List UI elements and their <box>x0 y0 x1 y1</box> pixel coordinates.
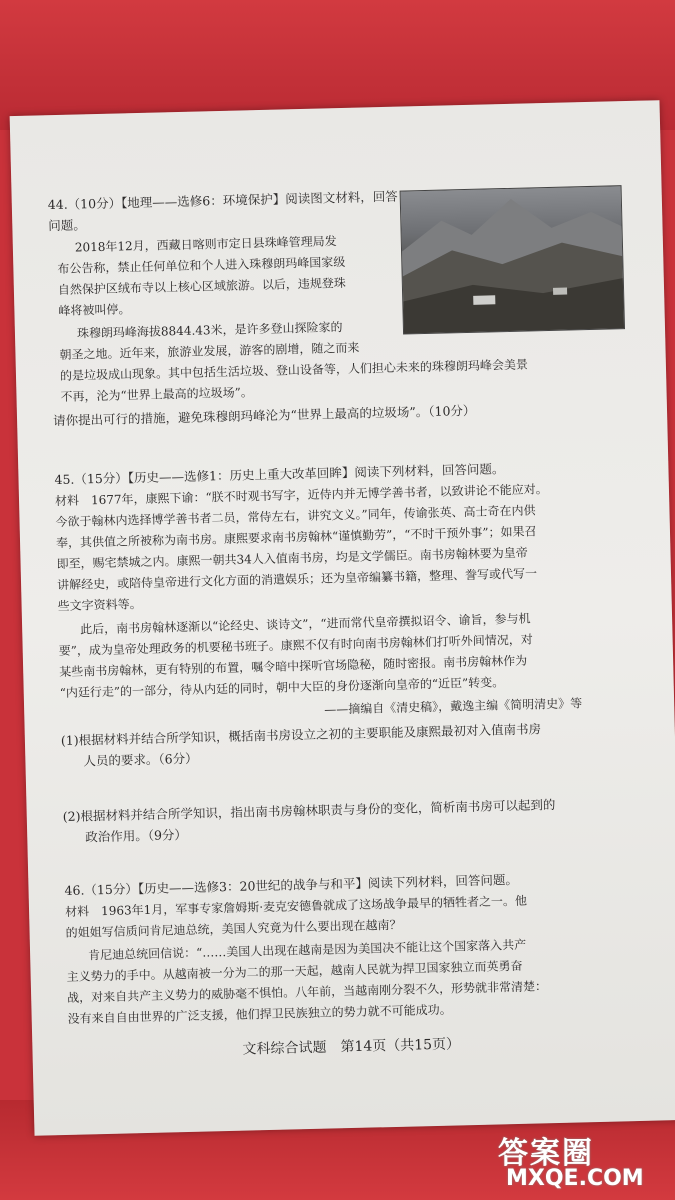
q45-material-line: 奉，其供值之所被称为南书房。康熙要求南书房翰林“谨慎勤劳”，“不时干预外事”；如果召 <box>55 524 537 551</box>
q45-heading: 45.（15分）【历史——选修1：历史上重大改革回眸】阅读下列材料，回答问题。 <box>54 461 505 488</box>
q45-material-line: 材料 1677年，康熙下谕：“朕不时观书写字，近侍内并无博学善书者，以致讲论不能应对。 <box>54 482 548 509</box>
q45-sub1-cont: 人员的要求。（6分） <box>83 750 198 769</box>
q45-material-line: 讲解经史，或陪侍皇帝进行文化方面的消遣娱乐；还为皇帝编纂书籍，整理、誊写或代写一 <box>56 566 538 593</box>
q45-material2-line: 要”，成为皇帝处理政务的机要秘书班子。康熙不仅有时向南书房翰林们打听外间情况，对 <box>58 632 533 659</box>
q45-material-line: 即至，赐宅禁城之内。康熙一朝共34人入值南书房，均是文学儒臣。南书房翰林要为皇帝 <box>56 545 528 572</box>
watermark-url: MXQE.COM <box>506 1166 644 1191</box>
watermark-title: 答案圈 <box>498 1136 594 1171</box>
q44-para2-line: 朝圣之地。近年来，旅游业发展，游客的剧增，随之而来 <box>59 340 360 362</box>
q44-para1-line: 峰将被叫停。 <box>58 302 131 318</box>
q44-para1-line: 自然保护区绒布寺以上核心区域旅游。以后，违规登珠 <box>57 275 346 297</box>
q44-para1-line: 2018年12月，西藏日喀则市定日县珠峰管理局发 <box>74 234 337 255</box>
q46-material-line: 肯尼迪总统回信说：“……美国人出现在越南是因为美国决不能让这个国家落入共产 <box>87 937 527 963</box>
q44-para1-line: 布公告称，禁止任何单位和个人进入珠穆朗玛峰国家级 <box>57 254 346 276</box>
q45-material-line: 今欲于翰林内选择博学善书者二员，常侍左右，讲究文义。”同年，传谕张英、高士奇在内供 <box>55 503 536 530</box>
q45-material2-line: 某些南书房翰林，更有特别的布置，嘱令暗中探听官场隐秘，随时密报。南书房翰林作为 <box>59 653 528 680</box>
mountain-photo <box>400 185 625 334</box>
q46-heading: 46.（15分）【历史——选修3：20世纪的战争与和平】阅读下列材料，回答问题。 <box>64 871 519 898</box>
q44-heading: 44.（10分）【地理——选修6：环境保护】阅读图文材料，回答 <box>47 188 398 213</box>
q44-para2-line: 的是垃圾成山现象。其中包括生活垃圾、登山设备等，人们担心未来的珠穆朗玛峰会美景 <box>59 357 529 383</box>
q45-material2-line: 此后，南书房翰林逐渐以“论经史、谈诗文”，“进而常代皇帝撰拟诏令、谕旨，参与机 <box>80 611 531 637</box>
watermark-logo <box>498 1128 668 1194</box>
q45-sub1: (1)根据材料并结合所学知识，概括南书房设立之初的主要职能及康熙最初对入值南书房 <box>60 721 542 749</box>
q46-material-line: 战，对来自共产主义势力的威胁毫不惧怕。八年前，当越南刚分裂不久，形势就非常清楚： <box>67 979 548 1005</box>
q45-material2-line: “内廷行走”的一部分，待从内廷的同时，朝中大臣的身份逐渐向皇帝的“近臣”转变。 <box>59 675 505 701</box>
page-footer: 文科综合试题 第14页（共15页） <box>242 1036 461 1058</box>
exam-page <box>10 100 675 1136</box>
q46-material-line: 的姐姐写信质问肯尼迪总统，美国人究竟为什么要出现在越南？ <box>65 917 402 940</box>
q46-material-line: 没有来自自由世界的广泛支援，他们捍卫民族独立的势力就不可能成功。 <box>67 1002 452 1026</box>
mountain-photo-drawing <box>401 186 624 333</box>
q44-para2-line: 不再，沦为“世界上最高的垃圾场”。 <box>60 385 253 404</box>
q46-material-line: 材料 1963年1月，军事专家詹姆斯·麦克安德鲁就成了这场战争最早的牺牲者之一。他 <box>64 893 528 919</box>
q45-sub2: (2)根据材料并结合所学知识，指出南书房翰林职责与身份的变化，简析南书房可以起到的 <box>62 796 556 825</box>
q46-material-line: 主义势力的手中。从越南被一分为二的那一天起，越南人民就为捍卫国家独立而英勇奋 <box>66 958 523 984</box>
q44-question: 请你提出可行的措施，避免珠穆朗玛峰沦为“世界上最高的垃圾场”。（10分） <box>52 402 476 429</box>
q45-sub2-cont: 政治作用。（9分） <box>85 826 188 845</box>
q44-heading-cont: 问题。 <box>48 217 87 234</box>
q44-para2-line: 珠穆朗玛峰海拔8844.43米，是许多登山探险家的 <box>76 320 343 341</box>
q45-source: ——摘编自《清史稿》，戴逸主编《简明清史》等 <box>324 696 583 717</box>
q45-material-line: 些文字资料等。 <box>57 597 142 614</box>
